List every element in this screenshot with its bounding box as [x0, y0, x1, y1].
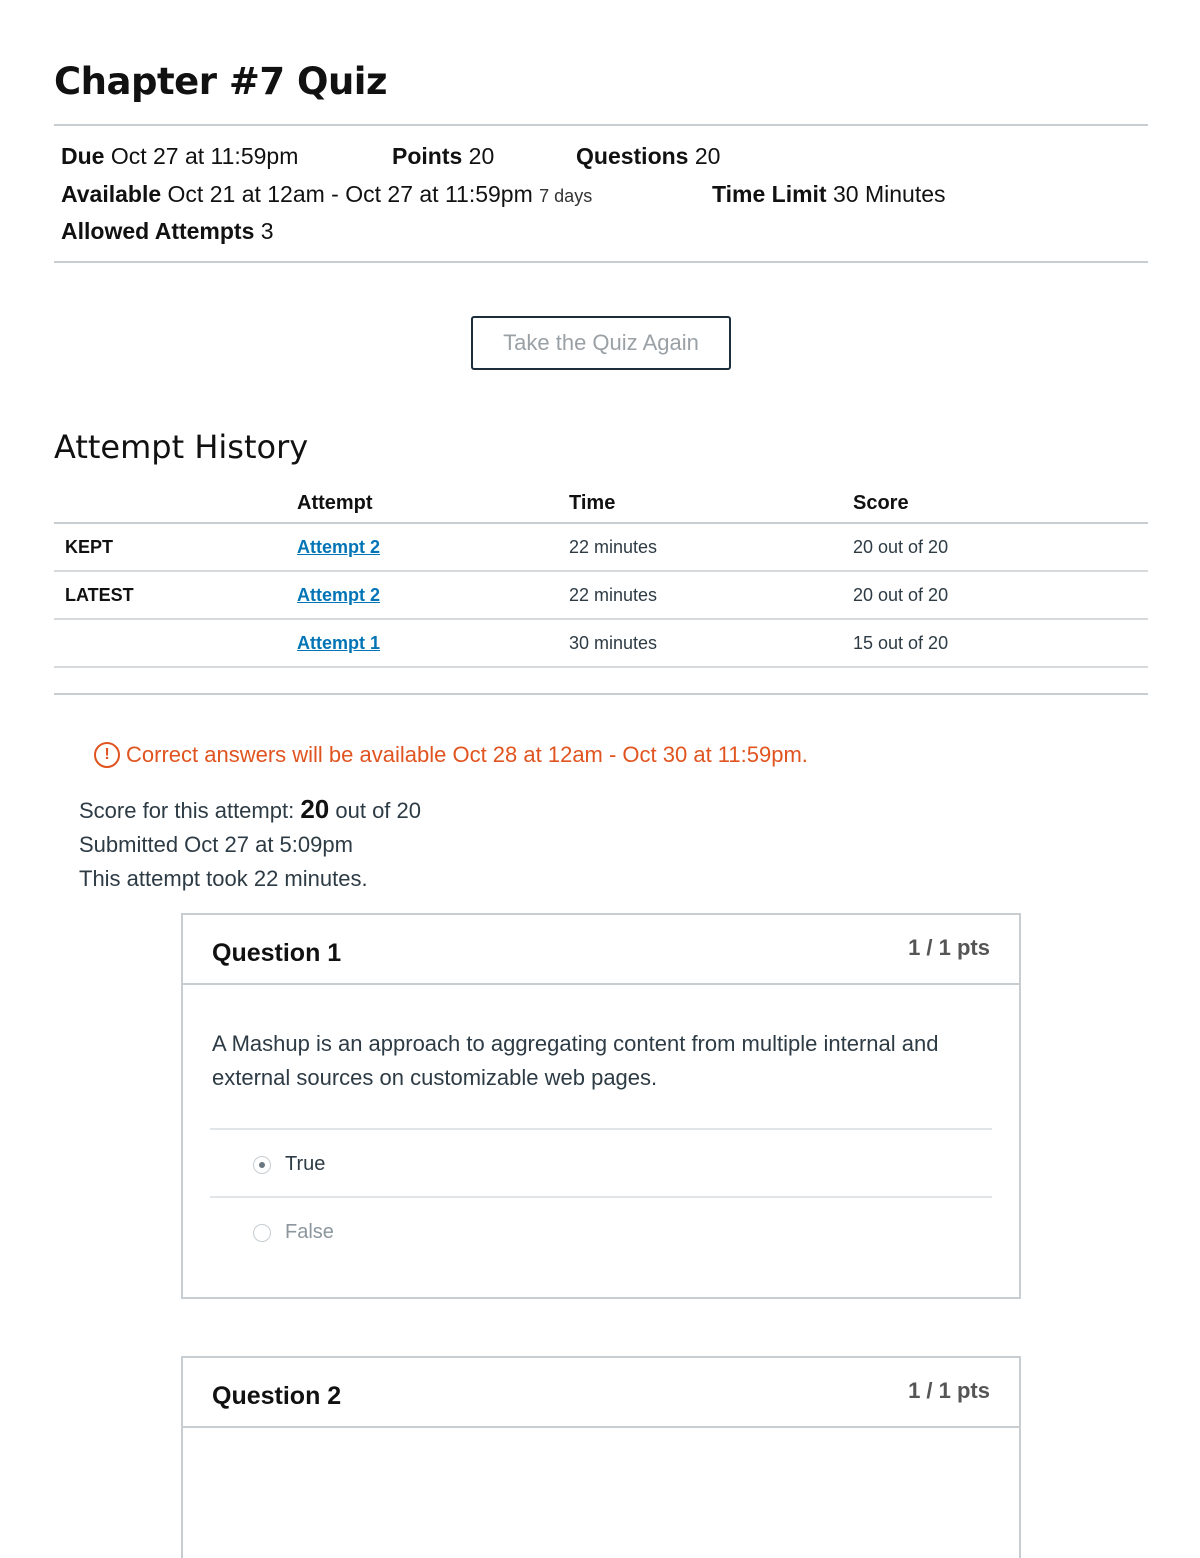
attempt-time: 22 minutes — [569, 571, 853, 619]
radio-unselected-icon — [253, 1224, 271, 1242]
notice-text: Correct answers will be available Oct 28 at 12am - Oct 30 at 11:59pm. — [126, 742, 808, 767]
correct-answers-notice — [94, 742, 808, 768]
due-label: Due — [61, 143, 105, 169]
column-header-attempt: Attempt — [297, 484, 569, 523]
points-label: Points — [392, 143, 463, 169]
take-quiz-again-button[interactable]: Take the Quiz Again — [471, 316, 731, 370]
table-row — [54, 619, 1148, 667]
quiz-points — [392, 143, 494, 170]
table-header-row — [54, 484, 1148, 523]
submitted-time: Submitted Oct 27 at 5:09pm — [79, 832, 353, 857]
attempt-score: 15 out of 20 — [853, 619, 1148, 667]
question-card — [181, 913, 1021, 1299]
question-text: A Mashup is an approach to aggregating content from multiple internal and external sources on customizable web pages. — [212, 1031, 939, 1090]
attempt-status — [54, 619, 297, 667]
column-header-score: Score — [853, 484, 1148, 523]
attempt-link[interactable]: Attempt 2 — [297, 536, 381, 557]
question-header — [183, 915, 1019, 985]
attempt-history-title: Attempt History — [54, 428, 309, 466]
page-title: Chapter #7 Quiz — [54, 60, 387, 103]
attempt-status: KEPT — [54, 523, 297, 571]
attempts-value: 3 — [260, 218, 274, 244]
time-limit-value: 30 Minutes — [833, 181, 946, 207]
divider — [54, 693, 1148, 695]
divider — [54, 124, 1148, 126]
score-value: 20 — [300, 794, 330, 824]
due-value: Oct 27 at 11:59pm — [110, 143, 299, 169]
score-suffix: out of 20 — [335, 798, 422, 823]
attempt-history-table — [54, 484, 1148, 668]
quiz-time-limit — [712, 181, 946, 208]
alert-circle-icon: ! — [94, 742, 120, 768]
table-row — [54, 523, 1148, 571]
attempt-score-line — [79, 794, 421, 825]
attempt-link[interactable]: Attempt 1 — [297, 632, 381, 653]
radio-selected-icon — [253, 1156, 271, 1174]
column-header-time: Time — [569, 484, 853, 523]
question-points: 1 / 1 pts — [908, 935, 990, 960]
available-label: Available — [61, 181, 162, 207]
question-card — [181, 1356, 1021, 1558]
answer-divider — [210, 1196, 992, 1198]
question-title: Question 1 — [212, 939, 342, 967]
answer-label: False — [285, 1221, 334, 1243]
attempt-score: 20 out of 20 — [853, 523, 1148, 571]
answer-option-true — [253, 1153, 325, 1176]
question-points: 1 / 1 pts — [908, 1378, 990, 1403]
quiz-attempts — [61, 218, 274, 245]
table-row — [54, 571, 1148, 619]
quiz-available — [61, 181, 592, 208]
available-days: 7 days — [539, 186, 593, 206]
time-limit-label: Time Limit — [712, 181, 827, 207]
score-prefix: Score for this attempt: — [79, 798, 295, 823]
answer-label: True — [285, 1153, 326, 1175]
quiz-meta-row-1 — [61, 143, 298, 170]
attempt-status: LATEST — [54, 571, 297, 619]
attempt-link[interactable]: Attempt 2 — [297, 584, 381, 605]
question-title: Question 2 — [212, 1382, 342, 1410]
attempt-time: 30 minutes — [569, 619, 853, 667]
attempt-score: 20 out of 20 — [853, 571, 1148, 619]
answer-divider — [210, 1128, 992, 1130]
attempt-time: 22 minutes — [569, 523, 853, 571]
attempts-label: Allowed Attempts — [61, 218, 255, 244]
column-header-status — [54, 484, 297, 523]
question-header — [183, 1358, 1019, 1428]
attempt-duration: This attempt took 22 minutes. — [79, 866, 368, 891]
questions-value: 20 — [694, 143, 721, 169]
available-value: Oct 21 at 12am - Oct 27 at 11:59pm — [167, 181, 533, 207]
answer-option-false — [253, 1221, 334, 1244]
questions-label: Questions — [576, 143, 689, 169]
divider — [54, 261, 1148, 263]
points-value: 20 — [468, 143, 495, 169]
quiz-questions — [576, 143, 720, 170]
